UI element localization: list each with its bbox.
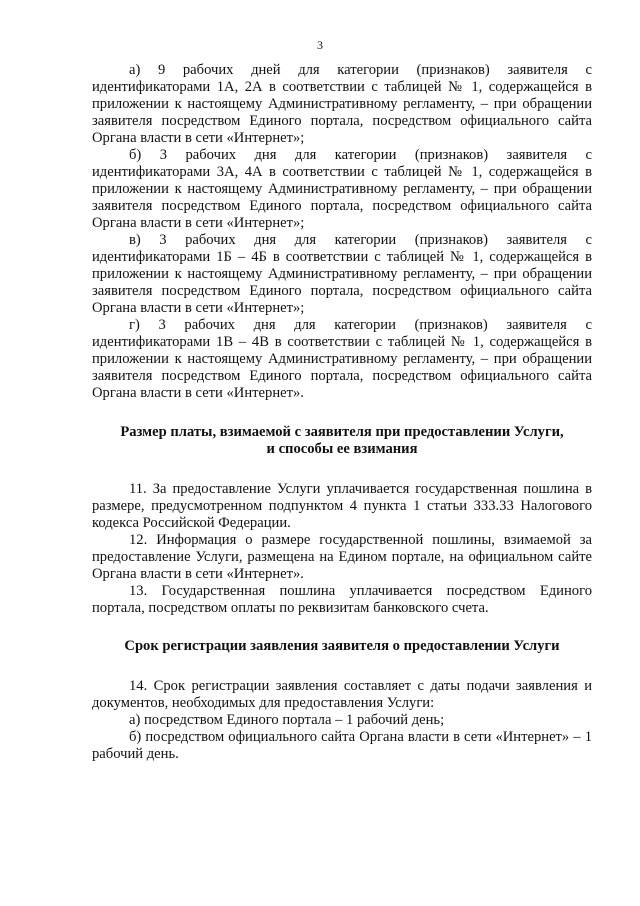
- section-heading-fee-line2: и способы ее взимания: [266, 441, 418, 457]
- paragraph-14: 14. Срок регистрации заявления составляет с даты подачи заявления и документов, необходимых для предоставления Услуги:: [92, 678, 592, 711]
- document-body: [92, 62, 592, 763]
- fee-section: [92, 481, 592, 617]
- paragraph-11: 11. За предоставление Услуги уплачивается государственная пошлина в размере, предусмотренном подпунктом 4 пункта 1 статьи 333.33 Налогового кодекса Российской Федерации.: [92, 481, 592, 531]
- paragraph-v: в) 3 рабочих дня для категории (признаков) заявителя с идентификаторами 1Б – 4Б в соответствии с таблицей № 1, содержащейся в приложении к настоящему Административному регламенту, – при обращении заявителя посредством Единого портала, посредством официального сайта Органа власти в сети «Интернет»;: [92, 232, 592, 316]
- paragraph-14-a: а) посредством Единого портала – 1 рабочий день;: [129, 712, 445, 728]
- paragraph-14-b: б) посредством официального сайта Органа власти в сети «Интернет» – 1 рабочий день.: [92, 729, 592, 762]
- registration-section: [92, 678, 592, 763]
- page-number: 3: [317, 38, 323, 52]
- section-heading-fee: [92, 424, 592, 458]
- paragraph-g: г) 3 рабочих дня для категории (признаков) заявителя с идентификаторами 1В – 4В в соответствии с таблицей № 1, содержащейся в приложении к настоящему Административному регламенту, – при обращении заявителя посредством Единого портала, посредством официального сайта Органа власти в сети «Интернет».: [92, 317, 592, 401]
- paragraph-a: а) 9 рабочих дней для категории (признаков) заявителя с идентификаторами 1А, 2А в соответствии с таблицей № 1, содержащейся в приложении к настоящему Административному регламенту, – при обращении заявителя посредством Единого портала, посредством официального сайта Органа власти в сети «Интернет»;: [92, 62, 592, 146]
- paragraph-13: 13. Государственная пошлина уплачивается посредством Единого портала, посредством оплаты по реквизитам банковского счета.: [92, 583, 592, 616]
- paragraph-12: 12. Информация о размере государственной пошлины, взимаемой за предоставление Услуги, размещена на Едином портале, на официальном сайте Органа власти в сети «Интернет».: [92, 532, 592, 582]
- section-heading-fee-line1: Размер платы, взимаемой с заявителя при предоставлении Услуги,: [120, 424, 564, 440]
- paragraph-b: б) 3 рабочих дня для категории (признаков) заявителя с идентификаторами 3А, 4А в соответствии с таблицей № 1, содержащейся в приложении к настоящему Административному регламенту, – при обращении заявителя посредством Единого портала, посредством официального сайта Органа власти в сети «Интернет»;: [92, 147, 592, 231]
- section-heading-registration: Срок регистрации заявления заявителя о предоставлении Услуги: [124, 638, 560, 654]
